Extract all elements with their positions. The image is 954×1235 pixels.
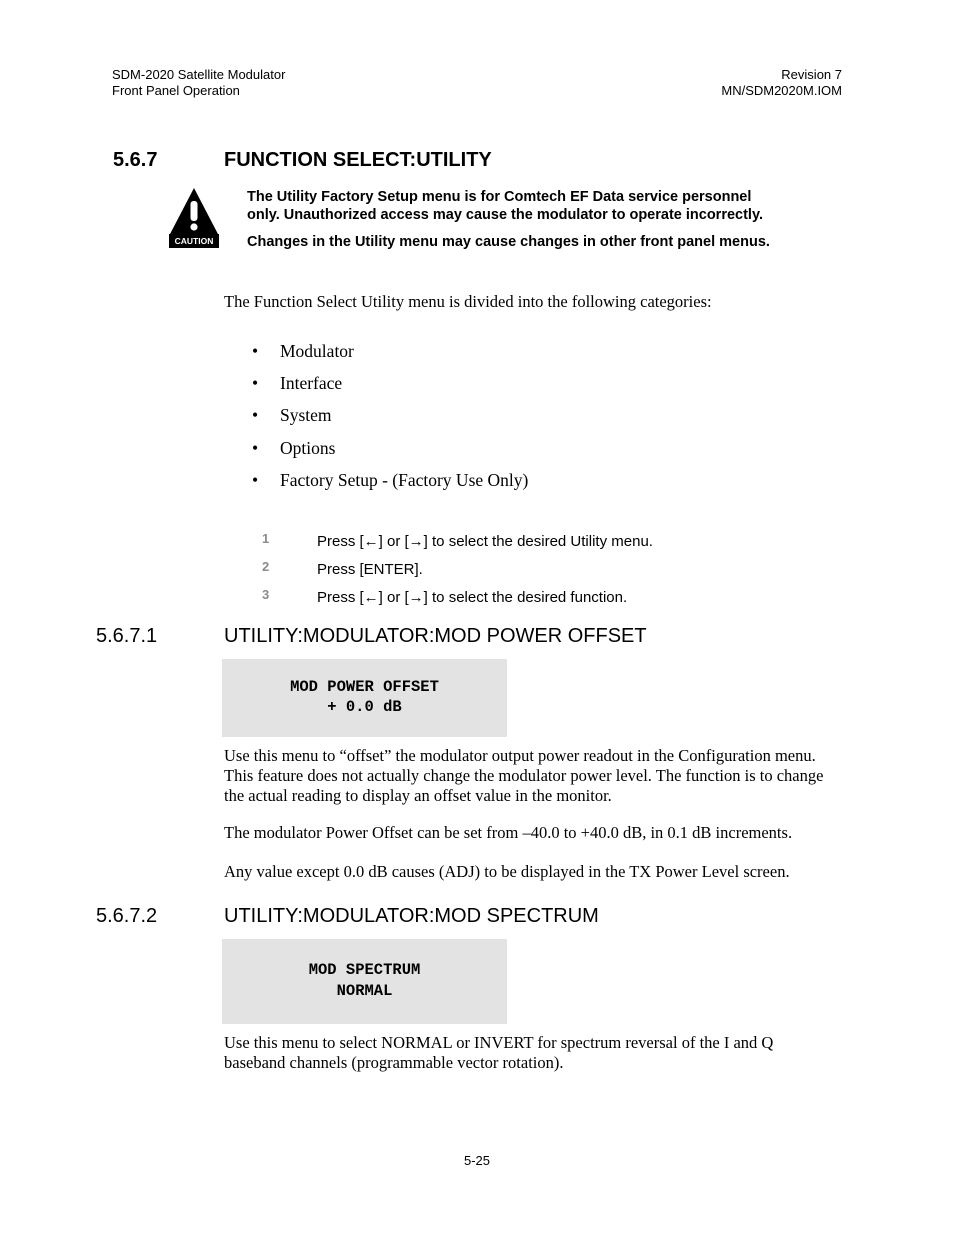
body-paragraph: Use this menu to select NORMAL or INVERT for spectrum reversal of the I and Q baseband channels (programmable vector rotation). (224, 1033, 774, 1072)
lcd-line-1: MOD SPECTRUM (308, 961, 421, 979)
body-paragraph: The modulator Power Offset can be set from –40.0 to +40.0 dB, in 0.1 dB increments. (224, 823, 793, 842)
section-number: 5.6.7 (113, 149, 158, 171)
page-number: 5-25 (463, 1153, 491, 1168)
lcd-line-2: + 0.0 dB (327, 698, 402, 716)
step-text: Press [←] or [→] to select the desired Utility menu. (317, 533, 653, 550)
list-item: • Interface (252, 372, 528, 404)
section-title: FUNCTION SELECT:UTILITY (224, 149, 492, 171)
lcd-line-2: NORMAL (336, 982, 393, 1000)
list-item: • Modulator (252, 340, 528, 372)
list-item: • Options (252, 437, 528, 469)
header-revision: Revision 7 (781, 67, 842, 82)
step-text: Press [←] or [→] to select the desired function. (317, 589, 628, 606)
list-item: • Factory Setup - (Factory Use Only) (252, 469, 528, 501)
step-number: 1 (262, 531, 270, 546)
subsection-number: 5.6.7.1 (96, 625, 158, 647)
caution-paragraph: The Utility Factory Setup menu is for Comtech EF Data service personnel only. Unauthorized access may cause the modulator to operate incorrectly. (247, 189, 763, 223)
list-item: • System (252, 404, 528, 436)
step-number: 2 (262, 559, 270, 574)
body-paragraph: Any value except 0.0 dB causes (ADJ) to be displayed in the TX Power Level screen. (224, 862, 790, 881)
step-number: 3 (262, 587, 270, 602)
intro-paragraph: The Function Select Utility menu is divided into the following categories: (224, 292, 712, 311)
caution-text (247, 188, 777, 260)
page-header-left (112, 67, 285, 99)
category-list (252, 340, 528, 501)
lcd-display (222, 659, 507, 737)
caution-icon (168, 187, 220, 249)
subsection-number: 5.6.7.2 (96, 905, 158, 927)
lcd-line-1: MOD POWER OFFSET (290, 678, 439, 696)
subsection-title: UTILITY:MODULATOR:MOD POWER OFFSET (224, 625, 647, 647)
lcd-display (222, 939, 507, 1024)
header-product-name: SDM-2020 Satellite Modulator (112, 67, 286, 82)
header-doc-id: MN/SDM2020M.IOM (721, 83, 842, 98)
page-header-right (721, 67, 842, 99)
header-chapter-name: Front Panel Operation (112, 83, 240, 98)
step-text: Press [ENTER]. (317, 561, 423, 578)
caution-icon-label: CAUTION (174, 236, 214, 246)
subsection-title: UTILITY:MODULATOR:MOD SPECTRUM (224, 905, 599, 927)
body-paragraph: Use this menu to “offset” the modulator output power readout in the Configuration menu. This feature does not actually change the modulator power level. The function is to change the actual reading to display an offset value in the monitor. (224, 746, 824, 805)
caution-paragraph: Changes in the Utility menu may cause changes in other front panel menus. (247, 234, 770, 250)
